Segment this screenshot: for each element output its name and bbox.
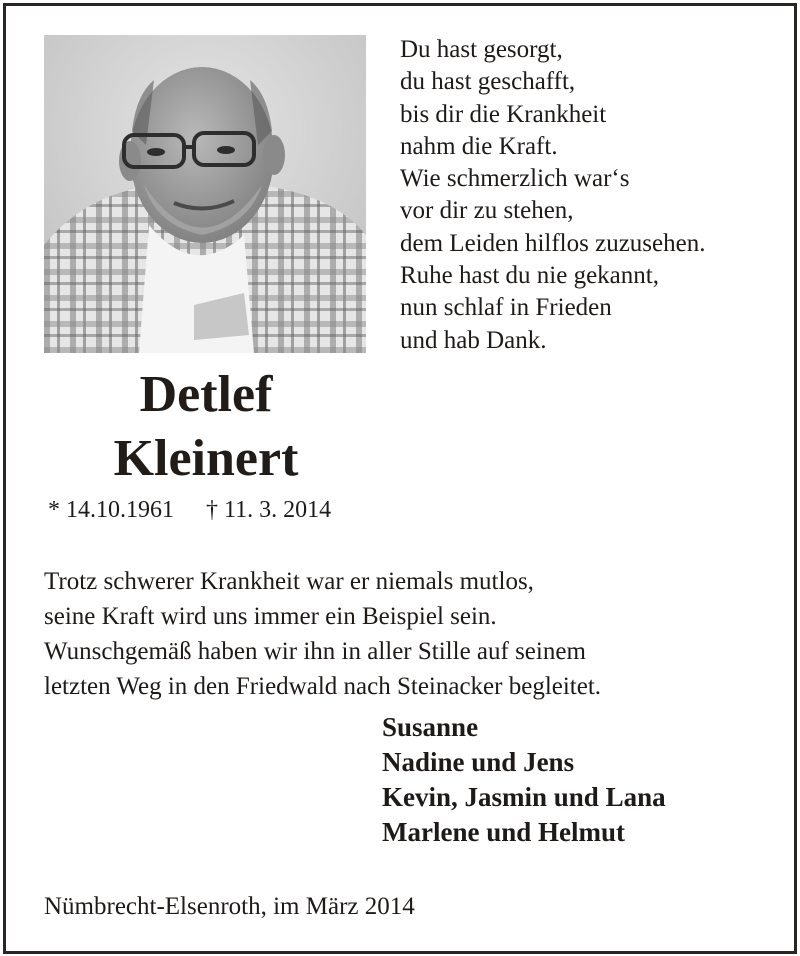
mourner-entry: Susanne: [382, 712, 479, 742]
deceased-last-name: Kleinert: [113, 430, 299, 487]
poem-line: dem Leiden hilflos zuzusehen.: [400, 229, 706, 257]
poem-line: nahm die Kraft.: [400, 132, 558, 160]
tribute-line: Wunschgemäß haben wir ihn in aller Stille auf seinem: [44, 638, 586, 665]
place-and-date: Nümbrecht-Elsenroth, im März 2014: [44, 893, 415, 920]
mourner-entry: Marlene und Helmut: [382, 817, 625, 847]
tribute-line: Trotz schwerer Krankheit war er niemals mutlos,: [44, 568, 534, 595]
poem-line: du hast geschafft,: [400, 68, 576, 96]
tribute-text: [44, 564, 601, 704]
birth-date: * 14.10.1961: [48, 497, 174, 523]
poem-line: Du hast gesorgt,: [400, 36, 563, 63]
portrait-image: [44, 35, 366, 353]
poem-line: nun schlaf in Frieden: [400, 294, 612, 322]
deceased-first-name: Detlef: [139, 366, 273, 423]
tribute-line: letzten Weg in den Friedwald nach Steinacker begleitet.: [44, 673, 602, 700]
tribute-line: seine Kraft wird uns immer ein Beispiel sein.: [44, 603, 497, 630]
mourners-list: [382, 710, 666, 850]
poem-line: und hab Dank.: [400, 326, 547, 354]
poem-line: Wie schmerzlich war‘s: [400, 165, 630, 193]
death-date: † 11. 3. 2014: [206, 497, 332, 523]
mourner-entry: Nadine und Jens: [382, 747, 575, 777]
poem-line: vor dir zu stehen,: [400, 197, 574, 225]
poem-line: Ruhe hast du nie gekannt,: [400, 262, 659, 290]
poem-line: bis dir die Krankheit: [400, 100, 607, 128]
mourner-entry: Kevin, Jasmin und Lana: [382, 782, 666, 812]
life-dates: [48, 497, 331, 524]
poem: [400, 34, 705, 357]
portrait-photo: [44, 35, 366, 353]
